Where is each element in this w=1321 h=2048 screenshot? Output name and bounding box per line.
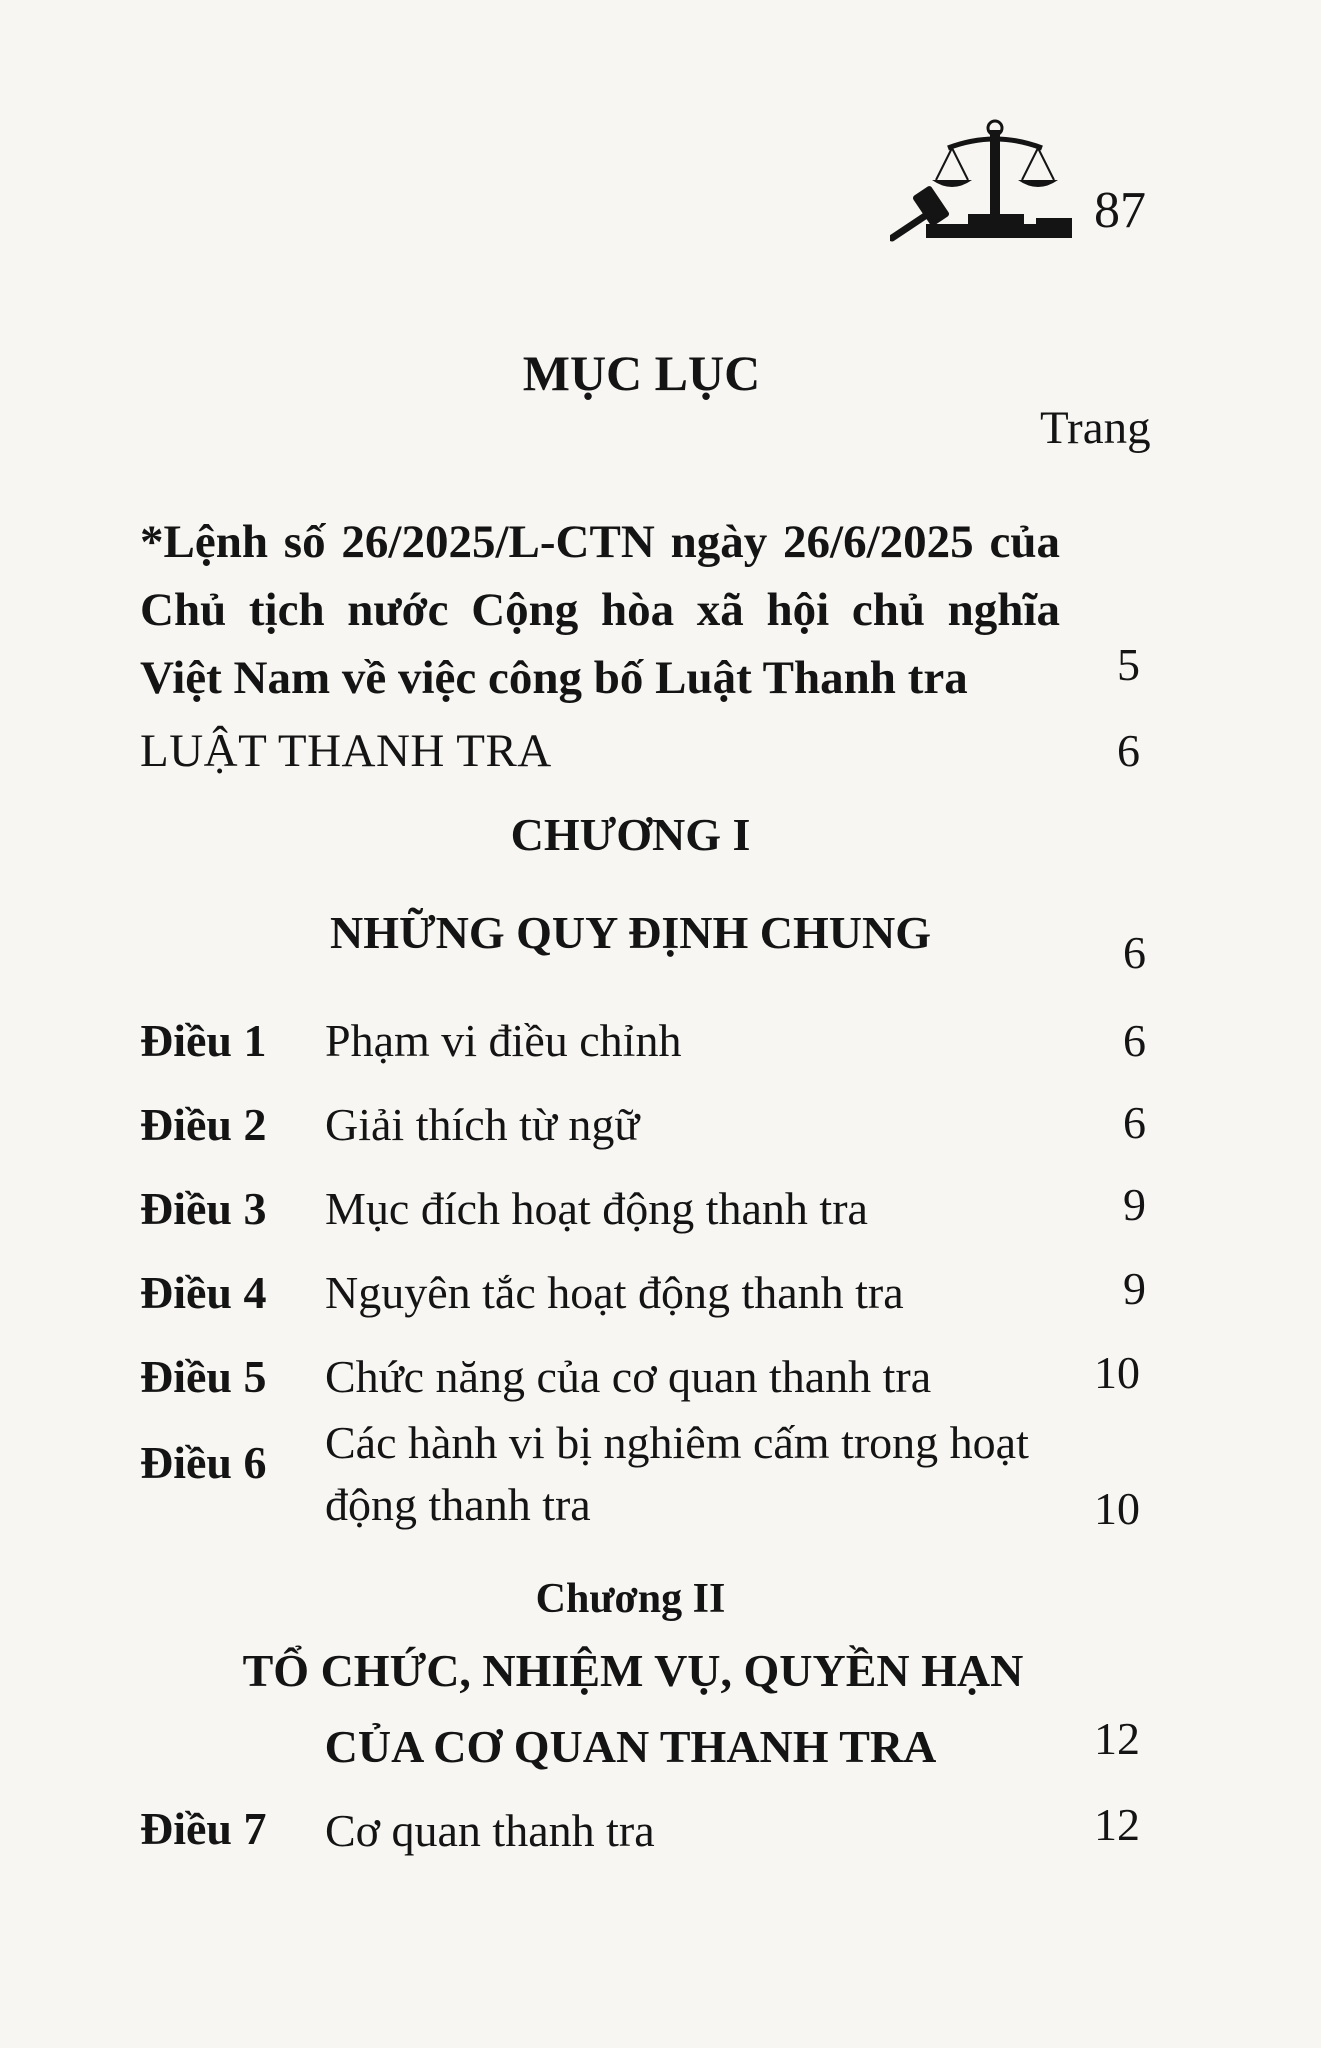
toc-page-number: 9 (1123, 1179, 1146, 1230)
toc-page-number: 10 (1094, 1483, 1140, 1534)
toc-title: MỤC LỤC (522, 345, 761, 401)
article-label: Điều 3 (140, 1183, 267, 1234)
toc-page-number: 12 (1094, 1713, 1140, 1764)
toc-entry-article-2[interactable]: Giải thích từ ngữ (325, 1099, 640, 1150)
toc-page-number: 9 (1123, 1263, 1146, 1314)
chapter-heading[interactable]: CHƯƠNG I (510, 809, 751, 860)
toc-page-number: 6 (1123, 927, 1146, 978)
chapter-heading[interactable]: Chương II (535, 1576, 726, 1622)
chapter-name: CỦA CƠ QUAN THANH TRA (324, 1721, 937, 1772)
toc-page-number: 6 (1123, 1097, 1146, 1148)
toc-entry-law-title[interactable]: LUẬT THANH TRA (140, 725, 552, 777)
toc-entry-article-3[interactable]: Mục đích hoạt động thanh tra (325, 1183, 868, 1234)
toc-entry-article-7[interactable]: Cơ quan thanh tra (325, 1805, 655, 1856)
toc-page-number: 10 (1094, 1347, 1140, 1398)
page-number: 87 (1094, 182, 1146, 239)
article-label: Điều 1 (140, 1015, 267, 1066)
page-column-label: Trang (1040, 402, 1151, 454)
toc-page-number: 12 (1094, 1799, 1140, 1850)
toc-page-number: 5 (1117, 639, 1140, 690)
toc-entry-article-5[interactable]: Chức năng của cơ quan thanh tra (325, 1351, 932, 1402)
article-label: Điều 6 (140, 1437, 267, 1488)
toc-page-number: 6 (1123, 1015, 1146, 1066)
article-label: Điều 5 (140, 1351, 267, 1402)
toc-entry-article-6[interactable]: Các hành vi bị nghiêm cấm trong hoạt động thanh tra (325, 1417, 1029, 1530)
scales-gavel-icon (890, 118, 1080, 243)
toc-page-number: 6 (1117, 725, 1140, 776)
article-label: Điều 4 (140, 1267, 267, 1318)
chapter-name: TỔ CHỨC, NHIỆM VỤ, QUYỀN HẠN (242, 1645, 1024, 1696)
chapter-name: NHỮNG QUY ĐỊNH CHUNG (330, 907, 931, 958)
toc-entry-preface[interactable]: *Lệnh số 26/2025/L-CTN ngày 26/6/2025 của Chủ tịch nước Cộng hòa xã hội chủ nghĩa Việt Nam về việc công bố Luật Thanh tra (140, 516, 1060, 704)
article-label: Điều 2 (140, 1099, 267, 1150)
toc-entry-article-4[interactable]: Nguyên tắc hoạt động thanh tra (325, 1267, 904, 1318)
article-label: Điều 7 (140, 1803, 267, 1854)
toc-entry-article-1[interactable]: Phạm vi điều chỉnh (325, 1015, 682, 1066)
